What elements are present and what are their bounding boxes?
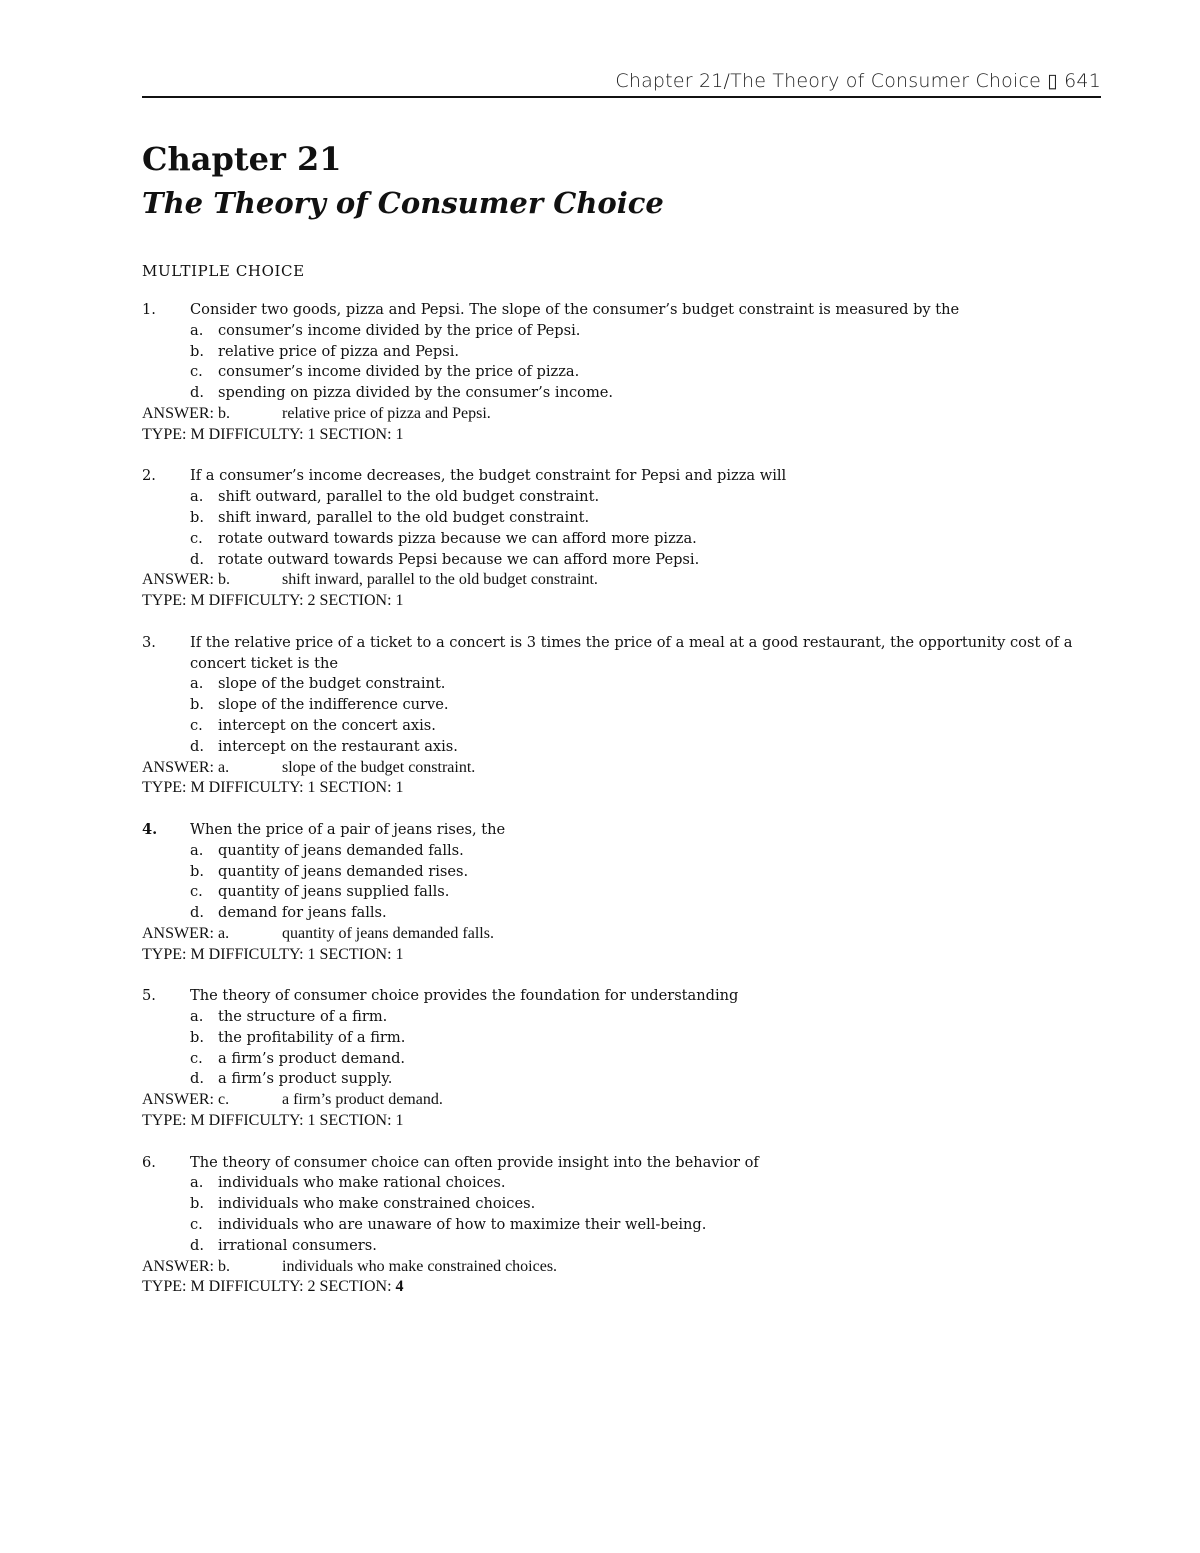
option-letter: a. xyxy=(190,488,204,506)
meta-section-number: 4 xyxy=(395,1278,404,1296)
answer-text: individuals who make constrained choices. xyxy=(282,1257,558,1275)
option-text: consumer’s income divided by the price of pizza. xyxy=(218,363,580,381)
question-stem-line xyxy=(142,1153,1102,1174)
question-meta xyxy=(142,1277,1102,1298)
answer-text: relative price of pizza and Pepsi. xyxy=(282,404,491,422)
option-letter: b. xyxy=(190,1028,204,1046)
option-text: rotate outward towards pizza because we can afford more pizza. xyxy=(218,529,697,547)
option-text: a firm’s product supply. xyxy=(218,1070,393,1088)
meta-text: TYPE: M DIFFICULTY: 1 SECTION: 1 xyxy=(142,779,404,797)
option-text: slope of the indifference curve. xyxy=(218,696,449,714)
running-header: Chapter 21/The Theory of Consumer Choice ▯ 641 xyxy=(615,70,1101,92)
answer-option xyxy=(142,321,1102,342)
option-letter: a. xyxy=(190,841,204,859)
option-text: irrational consumers. xyxy=(218,1236,377,1254)
answer-option xyxy=(142,508,1102,529)
question-stem-line xyxy=(142,654,1102,675)
question-stem-line xyxy=(142,986,1102,1007)
answer-option xyxy=(142,342,1102,363)
question-text: concert ticket is the xyxy=(190,654,339,672)
question-meta xyxy=(142,425,1102,446)
chapter-title: The Theory of Consumer Choice xyxy=(142,186,664,220)
option-letter: b. xyxy=(190,342,204,360)
answer-text: quantity of jeans demanded falls. xyxy=(282,924,494,942)
option-text: individuals who make constrained choices. xyxy=(218,1195,536,1213)
answer-option xyxy=(142,1007,1102,1028)
question-text: The theory of consumer choice can often provide insight into the behavior of xyxy=(190,1153,759,1171)
answer-option xyxy=(142,862,1102,883)
answer-option xyxy=(142,882,1102,903)
option-text: intercept on the restaurant axis. xyxy=(218,737,458,755)
section-label: MULTIPLE CHOICE xyxy=(142,262,305,280)
answer-option xyxy=(142,1236,1102,1257)
answer-line xyxy=(142,404,1102,425)
option-text: a firm’s product demand. xyxy=(218,1049,406,1067)
answer-option xyxy=(142,529,1102,550)
question-number: 6. xyxy=(142,1153,156,1171)
question-3 xyxy=(142,633,1102,799)
answer-label: ANSWER: b. xyxy=(142,571,230,589)
answer-option xyxy=(142,1028,1102,1049)
option-letter: d. xyxy=(190,737,204,755)
option-letter: c. xyxy=(190,529,203,547)
question-meta xyxy=(142,778,1102,799)
option-text: individuals who make rational choices. xyxy=(218,1174,506,1192)
option-letter: a. xyxy=(190,1174,204,1192)
question-meta xyxy=(142,1111,1102,1132)
option-text: quantity of jeans demanded rises. xyxy=(218,862,469,880)
question-6 xyxy=(142,1153,1102,1299)
meta-text: TYPE: M DIFFICULTY: 2 SECTION: xyxy=(142,1278,396,1296)
answer-option xyxy=(142,695,1102,716)
option-letter: d. xyxy=(190,904,204,922)
answer-option xyxy=(142,1049,1102,1070)
question-number: 1. xyxy=(142,301,156,318)
answer-option xyxy=(142,383,1102,404)
question-1 xyxy=(142,300,1102,446)
meta-text: TYPE: M DIFFICULTY: 1 SECTION: 1 xyxy=(142,945,404,963)
answer-label: ANSWER: a. xyxy=(142,758,230,776)
option-letter: a. xyxy=(190,675,204,693)
question-text: When the price of a pair of jeans rises, the xyxy=(190,820,506,838)
answer-option xyxy=(142,716,1102,737)
meta-text: TYPE: M DIFFICULTY: 1 SECTION: 1 xyxy=(142,1112,404,1130)
answer-line xyxy=(142,570,1102,591)
answer-option xyxy=(142,487,1102,508)
answer-line xyxy=(142,924,1102,945)
question-stem-line xyxy=(142,820,1102,841)
option-letter: c. xyxy=(190,1216,203,1234)
option-text: individuals who are unaware of how to maximize their well-being. xyxy=(218,1216,707,1234)
question-text: If the relative price of a ticket to a concert is 3 times the price of a meal at a good restaurant, the opportunity cost of a xyxy=(190,633,1073,651)
answer-label: ANSWER: a. xyxy=(142,924,230,942)
meta-text: TYPE: M DIFFICULTY: 1 SECTION: 1 xyxy=(142,425,404,443)
option-letter: c. xyxy=(190,716,203,734)
question-list xyxy=(142,300,1102,1319)
question-stem-line xyxy=(142,300,1102,321)
answer-option xyxy=(142,362,1102,383)
answer-option xyxy=(142,737,1102,758)
answer-text: a firm’s product demand. xyxy=(282,1091,443,1109)
option-letter: c. xyxy=(190,883,203,901)
question-stem-line xyxy=(142,633,1102,654)
option-text: spending on pizza divided by the consumer’s income. xyxy=(218,384,614,402)
question-number: 5. xyxy=(142,987,156,1005)
question-number: 4. xyxy=(142,820,158,838)
question-4 xyxy=(142,820,1102,966)
option-letter: b. xyxy=(190,1195,204,1213)
answer-option xyxy=(142,1069,1102,1090)
question-5 xyxy=(142,986,1102,1132)
option-letter: d. xyxy=(190,384,204,402)
option-letter: b. xyxy=(190,862,204,880)
option-text: the profitability of a firm. xyxy=(218,1028,406,1046)
option-text: the structure of a firm. xyxy=(218,1008,388,1026)
answer-text: slope of the budget constraint. xyxy=(282,758,476,776)
question-number: 2. xyxy=(142,467,156,485)
option-letter: c. xyxy=(190,363,203,381)
answer-option xyxy=(142,550,1102,571)
option-letter: a. xyxy=(190,1008,204,1026)
option-text: relative price of pizza and Pepsi. xyxy=(218,342,460,360)
answer-option xyxy=(142,1215,1102,1236)
question-meta xyxy=(142,945,1102,966)
option-text: intercept on the concert axis. xyxy=(218,716,436,734)
question-text: The theory of consumer choice provides the foundation for understanding xyxy=(190,987,739,1005)
header-rule xyxy=(142,96,1101,98)
answer-label: ANSWER: b. xyxy=(142,1257,230,1275)
option-text: quantity of jeans demanded falls. xyxy=(218,841,464,859)
option-letter: d. xyxy=(190,1070,204,1088)
answer-option xyxy=(142,841,1102,862)
option-text: rotate outward towards Pepsi because we can afford more Pepsi. xyxy=(218,550,700,568)
option-text: quantity of jeans supplied falls. xyxy=(218,883,450,901)
question-text: Consider two goods, pizza and Pepsi. The slope of the consumer’s budget constraint is measured by the xyxy=(190,301,960,318)
option-text: demand for jeans falls. xyxy=(218,904,387,922)
option-letter: a. xyxy=(190,321,204,339)
question-number: 3. xyxy=(142,633,156,651)
answer-text: shift inward, parallel to the old budget constraint. xyxy=(282,571,598,589)
question-2 xyxy=(142,466,1102,612)
answer-label: ANSWER: c. xyxy=(142,1091,230,1109)
option-text: shift inward, parallel to the old budget constraint. xyxy=(218,508,590,526)
option-letter: d. xyxy=(190,550,204,568)
answer-option xyxy=(142,1173,1102,1194)
option-letter: c. xyxy=(190,1049,203,1067)
option-letter: b. xyxy=(190,508,204,526)
option-text: shift outward, parallel to the old budget constraint. xyxy=(218,488,600,506)
answer-option xyxy=(142,1194,1102,1215)
answer-line xyxy=(142,1090,1102,1111)
question-stem-line xyxy=(142,466,1102,487)
option-letter: d. xyxy=(190,1236,204,1254)
answer-line xyxy=(142,1257,1102,1278)
answer-line xyxy=(142,758,1102,779)
answer-option xyxy=(142,674,1102,695)
question-text: If a consumer’s income decreases, the budget constraint for Pepsi and pizza will xyxy=(190,467,787,485)
option-letter: b. xyxy=(190,696,204,714)
meta-text: TYPE: M DIFFICULTY: 2 SECTION: 1 xyxy=(142,592,404,610)
answer-option xyxy=(142,903,1102,924)
option-text: consumer’s income divided by the price of Pepsi. xyxy=(218,321,581,339)
chapter-number: Chapter 21 xyxy=(142,140,342,178)
option-text: slope of the budget constraint. xyxy=(218,675,446,693)
answer-label: ANSWER: b. xyxy=(142,404,230,422)
question-meta xyxy=(142,591,1102,612)
